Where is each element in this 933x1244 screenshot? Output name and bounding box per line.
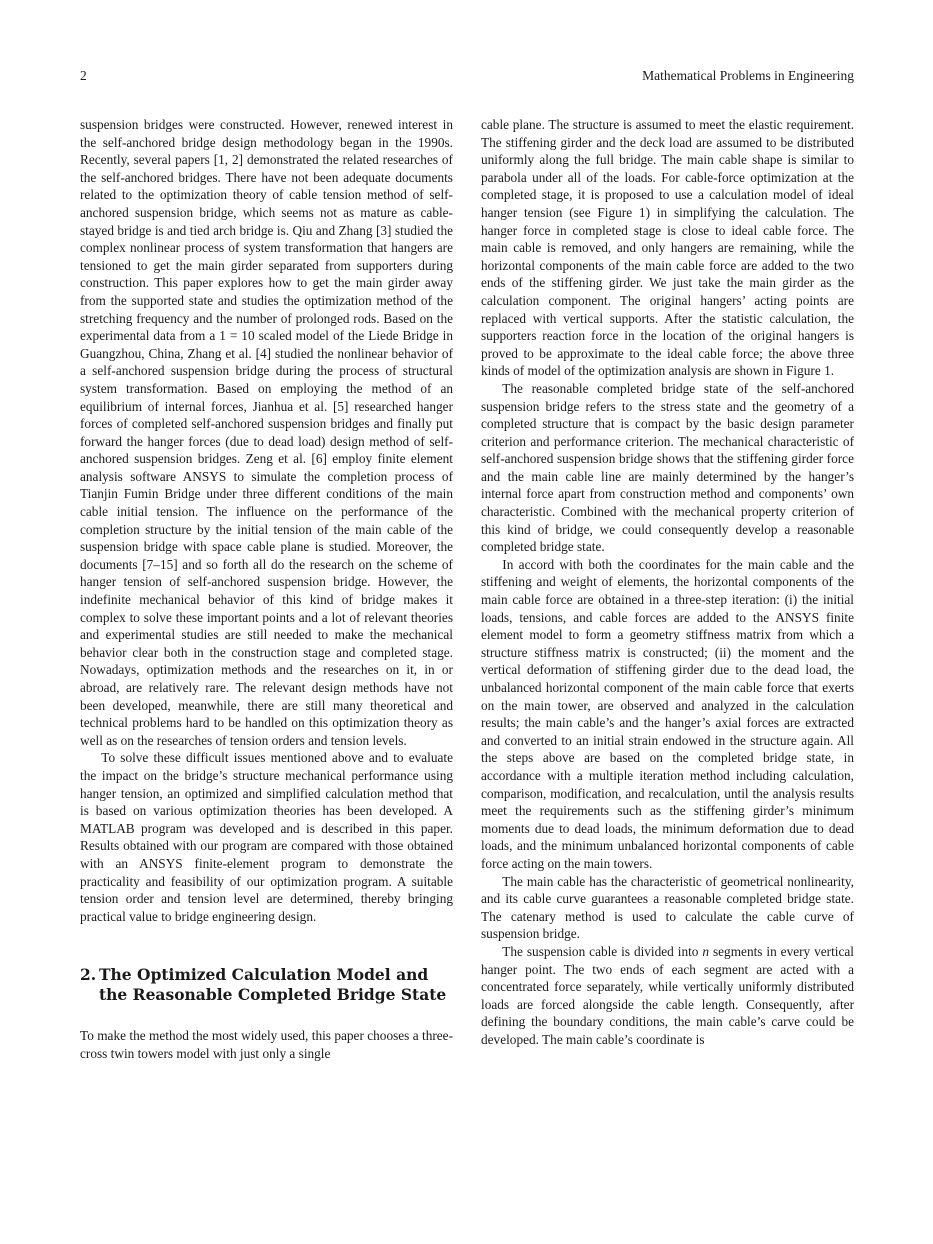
- paragraph: In accord with both the coordinates for the main cable and the stiffening and weight of elements, the horizontal components of the main cable force are obtained in a three-step iteration: (i) the initial loads, tensions, and cable forces are added to the ANSYS finite element model to form a geometry stiffness matrix from which a structure stiffness matrix is constructed; (ii) the moment and the vertical deformation of stiffening girder due to the dead load, the unbalanced horizontal component of the main cable force that exerts on the main tower, are observed and analyzed in the calculation results; the main cable’s and the hanger’s axial forces are extracted and converted to an initial strain endowed in the structure again. All the steps above are based on the completed bridge state, in accordance with a multiple iteration method including calculation, comparison, modification, and recalculation, until the analysis results meet the requirements such as the stiffening girder’s minimum moments due to dead loads, the minimum deformation due to dead loads, and the minimum unbalanced horizontal components of cable force acting on the main towers.: [481, 556, 854, 871]
- page-header: [80, 68, 854, 86]
- section-heading: [80, 965, 453, 1005]
- paragraph: To make the method the most widely used, this paper chooses a three-cross twin towers model with just only a single: [80, 1028, 453, 1061]
- paragraph: The main cable has the characteristic of geometrical nonlinearity, and its cable curve guarantees a reasonable completed bridge state. The catenary method is used to calculate the cable curve of suspension bridge.: [481, 873, 854, 942]
- section-title-line2: the Reasonable Completed Bridge State: [99, 985, 447, 1005]
- page-number: 2: [80, 68, 87, 83]
- section-number: 2.: [80, 965, 97, 985]
- paragraph: The reasonable completed bridge state of the self-anchored suspension bridge refers to the stress state and the geometry of a completed structure that is compact by the basic design parameter criterion and performance criterion. The mechanical characteristic of self-anchored suspension bridge shows that the stiffening girder force and the main cable line are mainly determined by the hanger’s internal force apart from construction method and components’ own characteristic. Combined with the mechanical property criterion of this kind of bridge, we could consequently develop a reasonable completed bridge state.: [481, 380, 854, 555]
- text-run: The suspension cable is divided into: [502, 943, 703, 959]
- paragraph: cable plane. The structure is assumed to meet the elastic requirement. The stiffening girder and the deck load are assumed to be distributed uniformly along the full bridge. The main cable shape is similar to parabola under all of the loads. For cable-force optimization at the completed stage, it is proposed to use a calculation model of ideal hanger tension (see Figure 1) in simplifying the calculation. The hanger force in completed stage is close to ideal cable force. The main cable is removed, and only hangers are remaining, while the horizontal components of the main cable force are added to the two ends of the stiffening girder. We just take the main girder as the calculation component. The original hangers’ acting points are replaced with vertical supports. After the statistic calculation, the supporters reaction force in the location of the original hangers is proved to be approximate to the ideal cable force; the above three kinds of model of the optimization analysis are shown in Figure 1.: [481, 117, 854, 379]
- journal-title: Mathematical Problems in Engineering: [642, 68, 854, 83]
- section-title-line1: The Optimized Calculation Model and: [99, 965, 429, 985]
- paragraph: suspension bridges were constructed. However, renewed interest in the self-anchored bridge design methodology began in the 1990s. Recently, several papers [1, 2] demonstrated the related researches of the self-anchored bridges. There have not been adequate documents related to the optimization theory of cable tension method of self-anchored suspension bridge, which seems not as mature as cable-stayed bridge is and tied arch bridge is. Qiu and Zhang [3] studied the complex nonlinear process of system transformation that hangers are tensioned to get the main girder separated from supporters during construction. This paper explores how to get the main girder away from the supported state and studies the optimization method of the stretching frequency and the number of prolonged rods. Based on the experimental data from a 1 = 10 scaled model of the Liede Bridge in Guangzhou, China, Zhang et al. [4] studied the nonlinear behavior of a self-anchored suspension bridge during the process of structural system transformation. Based on employing the method of an equilibrium of internal forces, Jianhua et al. [5] researched hanger forces of completed self-anchored suspension bridges and finally put forward the hanger forces (due to dead load) design method of self-anchored suspension bridges. Zeng et al. [6] employ finite element analysis software ANSYS to simulate the completion process of Tianjin Fumin Bridge under three different conditions of the main cable initial tension. The influence on the performance of the completion structure by the initial tension of the main cable of the suspension bridge with space cable plane is studied. Moreover, the documents [7–15] and so forth all do the research on the scheme of hanger tension of self-anchored suspension bridge. However, the indefinite mechanical behavior of this kind of bridge makes it complex to solve these important points and a lot of relevant theories and experimental studies are still needed to make the mechanical behavior clear both in the construction stage and completed stage. Nowadays, optimization methods and the researches on it, in or abroad, are relatively rare. The relevant design methods have not been developed, meanwhile, there are still many theoretical and technical problems hard to be handled on this optimization theory as well as on the researches of tension orders and tension levels.: [80, 117, 453, 748]
- variable-n: n: [702, 943, 710, 959]
- left-column: [80, 116, 453, 1063]
- paragraph: To solve these difficult issues mentioned above and to evaluate the impact on the bridge’s structure mechanical performance using hanger tension, an optimized and simplified calculation method that is based on various optimization theories has been developed. A MATLAB program was developed and is described in this paper. Results obtained with our program are compared with those obtained with an ANSYS finite-element program to demonstrate the practicality and feasibility of our optimization program. A suitable tension order and tension level are determined, thereby bringing practical value to bridge engineering design.: [80, 750, 453, 924]
- paragraph: [481, 943, 854, 1049]
- right-column: [481, 116, 854, 1048]
- text-run: segments in every vertical hanger point. The two ends of each segment are acted with a concentrated force separately, while vertically uniformly distributed loads are forced alongside the cable length. Consequently, after defining the boundary conditions, the main cable’s carve could be developed. The main cable’s coordinate is: [481, 943, 854, 1047]
